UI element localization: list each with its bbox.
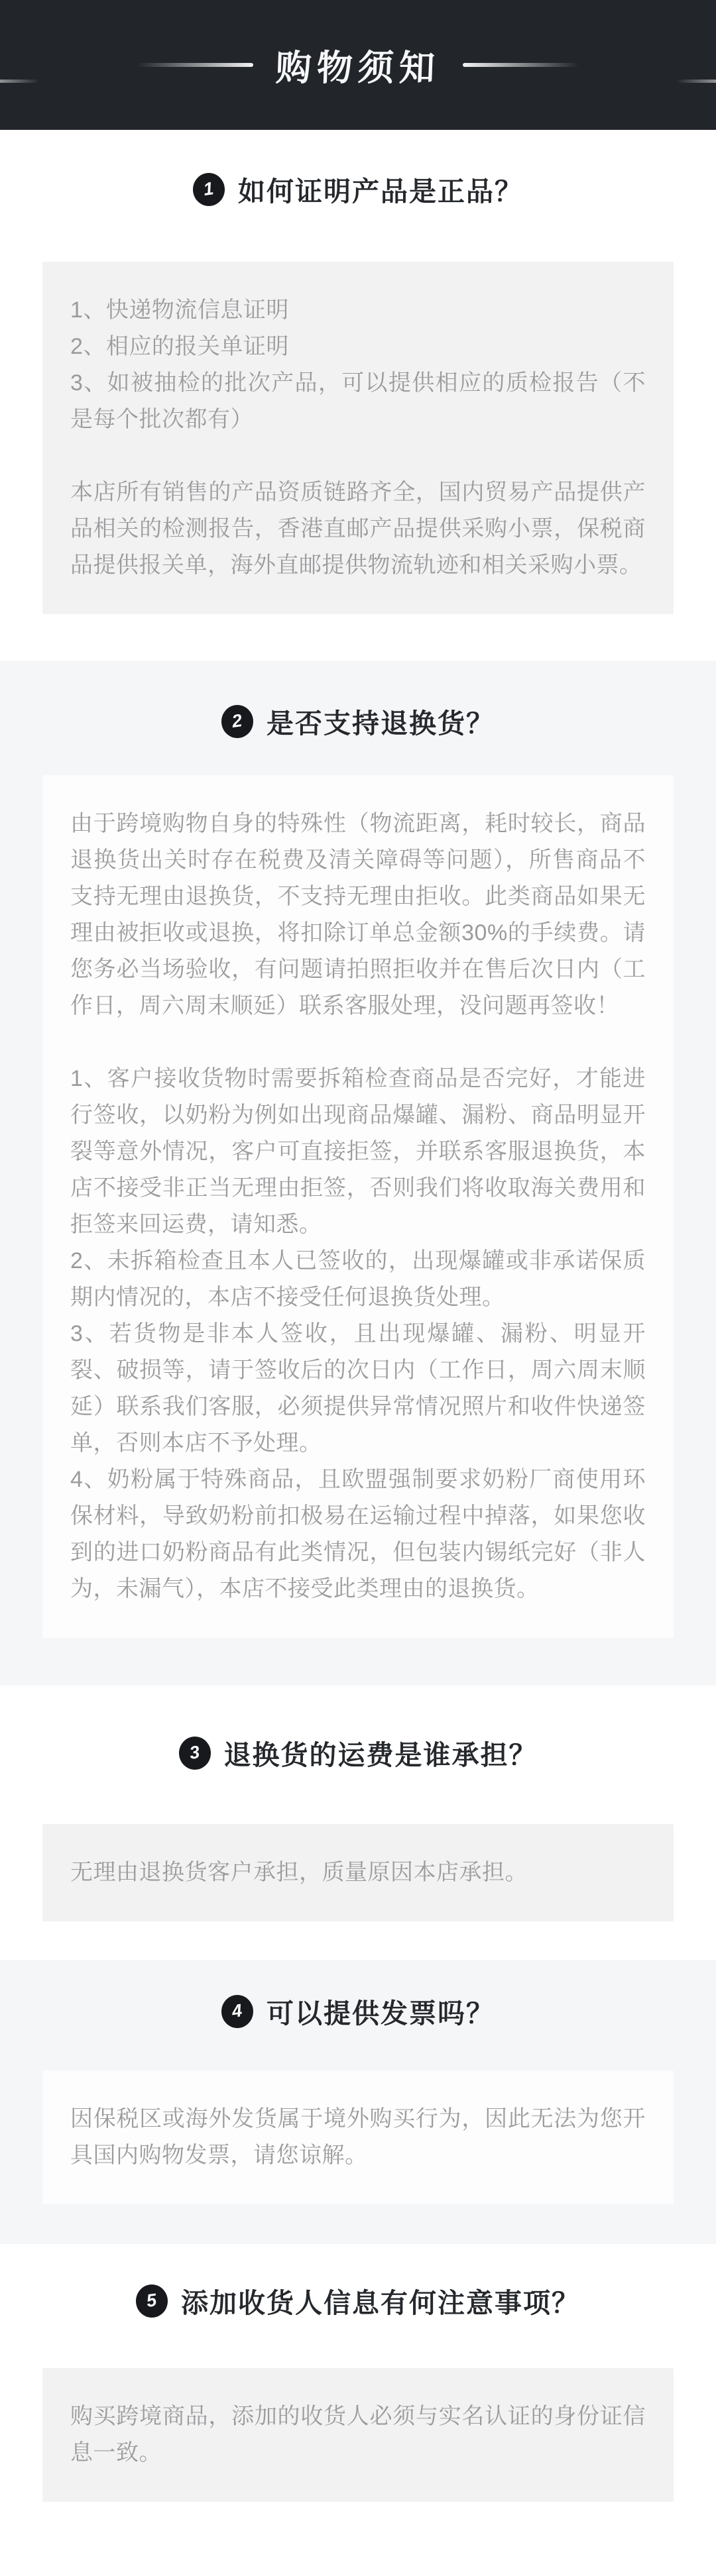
- notice-paragraph: 3、若货物是非本人签收，且出现爆罐、漏粉、明显开裂、破损等，请于签收后的次日内（工作日，周六周末顺延）联系我们客服，必须提供异常情况照片和收件快递签单，否则本店不予处理。: [70, 1321, 646, 1456]
- notice-box-4: [42, 2070, 674, 2204]
- notice-box-3: [42, 1824, 674, 1921]
- number-badge-2: 2: [221, 705, 253, 738]
- section-2-heading: [0, 702, 716, 741]
- notice-paragraph: 2、相应的报关单证明: [70, 334, 289, 359]
- notice-paragraph: 因保税区或海外发货属于境外购买行为，因此无法为您开具国内购物发票，请您谅解。: [70, 2106, 646, 2168]
- notice-paragraph: 4、奶粉属于特殊商品，且欧盟强制要求奶粉厂商使用环保材料，导致奶粉前扣极易在运输过程中掉落，如果您收到的进口奶粉商品有此类情况，但包装内锡纸完好（非人为，未漏气），本店不接受此类理由的退换货。: [70, 1467, 646, 1601]
- header-edge-line-left: [0, 80, 40, 83]
- page-header: [0, 0, 716, 130]
- section-shipping-fee: [0, 1733, 716, 1921]
- notice-paragraph: 本店所有销售的产品资质链路齐全，国内贸易产品提供产品相关的检测报告，香港直邮产品提供采购小票，保税商品提供报关单，海外直邮提供物流轨迹和相关采购小票。: [70, 480, 646, 578]
- number-badge-4: 4: [221, 1995, 253, 2028]
- notice-paragraph: 购买跨境商品，添加的收货人必须与实名认证的身份证信息一致。: [70, 2404, 646, 2465]
- header-edge-line-right: [676, 80, 716, 83]
- header-decor-line-left: [137, 63, 253, 67]
- section-returns: [0, 661, 716, 1686]
- section-invoice: [0, 1960, 716, 2244]
- section-authenticity: [0, 170, 716, 614]
- notice-box-5: [42, 2368, 674, 2502]
- section-3-heading: [0, 1733, 716, 1772]
- notice-paragraph: 2、未拆箱检查且本人已签收的，出现爆罐或非承诺保质期内情况的，本店不接受任何退换货处理。: [70, 1248, 646, 1310]
- header-decor-line-right: [463, 63, 579, 67]
- section-5-title: 添加收货人信息有何注意事项？: [181, 2288, 580, 2318]
- notice-box-1: [42, 262, 674, 614]
- page-title: 购物须知: [274, 48, 441, 88]
- section-4-heading: [0, 1992, 716, 2031]
- notice-paragraph: 由于跨境购物自身的特殊性（物流距离，耗时较长，商品退换货出关时存在税费及清关障碍等问题），所售商品不支持无理由退换货，不支持无理由拒收。此类商品如果无理由被拒收或退换，将扣除订单总金额30%的手续费。请您务必当场验收，有问题请拍照拒收并在售后次日内（工作日，周六周末顺延）联系客服处理，没问题再签收！: [70, 811, 646, 1018]
- number-badge-5: 5: [136, 2284, 168, 2318]
- section-recipient-info: [0, 2281, 716, 2502]
- notice-paragraph: 无理由退换货客户承担，质量原因本店承担。: [70, 1860, 528, 1885]
- spacer: [0, 2502, 716, 2535]
- section-3-title: 退换货的运费是谁承担？: [223, 1740, 538, 1770]
- spacer: [0, 1921, 716, 1960]
- section-4-title: 可以提供发票吗？: [267, 1998, 495, 2029]
- notice-paragraph: 3、如被抽检的批次产品，可以提供相应的质检报告（不是每个批次都有）: [70, 370, 646, 432]
- number-badge-3: 3: [179, 1737, 211, 1770]
- section-5-heading: [0, 2281, 716, 2320]
- section-1-title: 如何证明产品是正品？: [238, 176, 523, 207]
- notice-box-2: [42, 775, 674, 1638]
- section-2-title: 是否支持退换货？: [267, 708, 495, 739]
- spacer: [0, 614, 716, 661]
- notice-paragraph: 1、快递物流信息证明: [70, 297, 289, 323]
- section-1-heading: [0, 170, 716, 209]
- number-badge-1: 1: [193, 173, 225, 206]
- notice-paragraph: 1、客户接收货物时需要拆箱检查商品是否完好，才能进行签收，以奶粉为例如出现商品爆罐、漏粉、商品明显开裂等意外情况，客户可直接拒签，并联系客服退换货，本店不接受非正当无理由拒签，否则我们将收取海关费用和拒签来回运费，请知悉。: [70, 1066, 646, 1237]
